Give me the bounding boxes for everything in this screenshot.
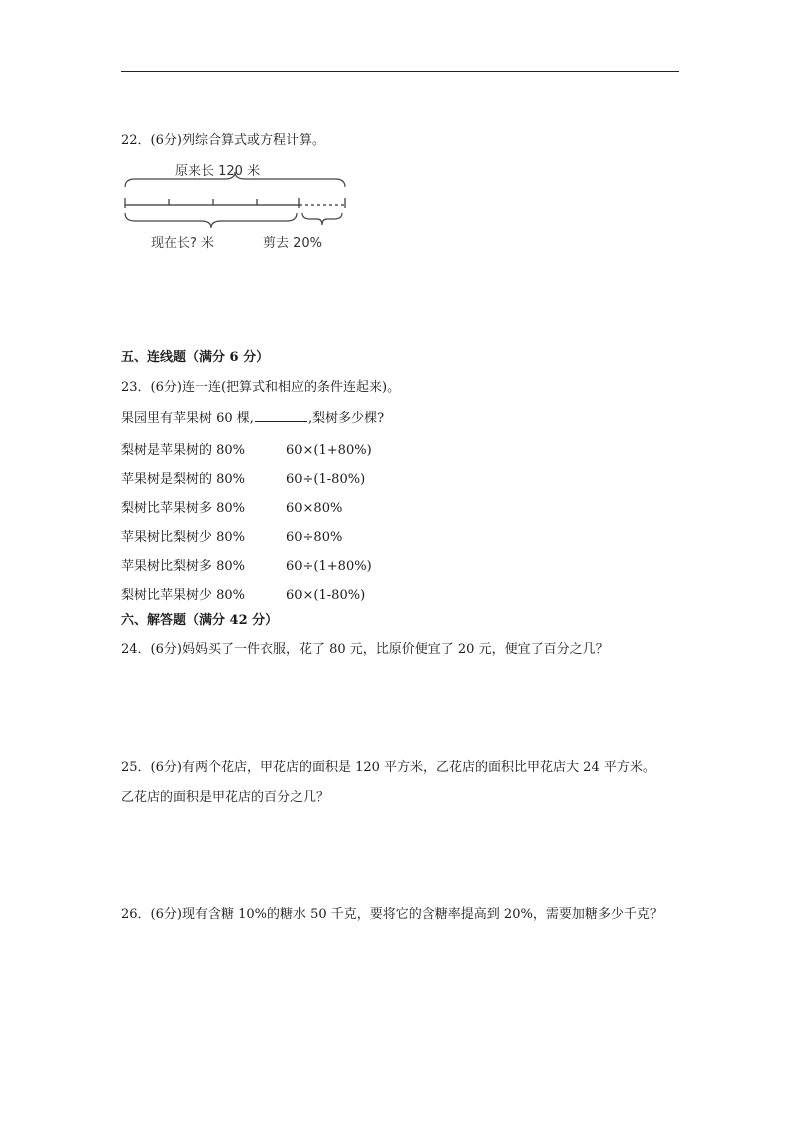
q23-pair-6	[121, 584, 365, 603]
expression-5: 60÷(1+80%)	[286, 559, 372, 574]
q22-line-diagram	[121, 155, 351, 260]
q24-stem: 24．(6分)妈妈买了一件衣服，花了 80 元，比原价便宜了 20 元，便宜了百分之几？	[121, 642, 609, 657]
q23-prompt-after: ,梨树多少棵?	[307, 411, 385, 426]
expression-6: 60×(1-80%)	[286, 588, 366, 603]
q23-prompt	[121, 410, 384, 427]
condition-5: 苹果树比梨树多 80%	[121, 559, 246, 574]
q25-stem-line2: 乙花店的面积是甲花店的百分之几？	[121, 790, 330, 805]
condition-3: 梨树比苹果树多 80%	[121, 501, 246, 516]
expression-2: 60÷(1-80%)	[286, 472, 366, 487]
q23-pair-5	[121, 555, 372, 574]
condition-1: 梨树是苹果树的 80%	[121, 443, 246, 458]
condition-2: 苹果树是梨树的 80%	[121, 472, 246, 487]
expression-4: 60÷80%	[286, 530, 343, 545]
q23-prompt-before: 果园里有苹果树 60 棵,	[121, 411, 254, 426]
header-rule	[121, 71, 679, 72]
q26-stem: 26．(6分)现有含糖 10%的糖水 50 千克，要将它的含糖率提高到 20%，需要加糖多少千克？	[121, 907, 663, 922]
section5-title: 五、连线题（满分 6 分）	[121, 350, 270, 365]
q23-pair-1	[121, 439, 372, 458]
bottom-brace-left	[125, 213, 297, 228]
top-label: 原来长 120 米	[175, 164, 261, 179]
expression-1: 60×(1+80%)	[286, 443, 372, 458]
q23-pair-4	[121, 526, 342, 545]
expression-3: 60×80%	[286, 501, 343, 516]
q23-blank	[255, 410, 307, 422]
bottom-right-label: 剪去 20%	[263, 236, 323, 251]
q23-pair-2	[121, 468, 365, 487]
condition-4: 苹果树比梨树少 80%	[121, 530, 246, 545]
bottom-left-label: 现在长? 米	[151, 236, 215, 251]
q23-pair-3	[121, 497, 342, 516]
bottom-brace-right	[302, 213, 342, 225]
q22-stem: 22．(6分)列综合算式或方程计算。	[121, 133, 325, 148]
q25-stem-line1: 25．(6分)有两个花店，甲花店的面积是 120 平方米，乙花店的面积比甲花店大 24 平方米。	[121, 760, 656, 775]
q23-stem: 23．(6分)连一连(把算式和相应的条件连起来)。	[121, 380, 401, 395]
section6-title: 六、解答题（满分 42 分）	[121, 613, 279, 628]
condition-6: 梨树比苹果树少 80%	[121, 588, 246, 603]
